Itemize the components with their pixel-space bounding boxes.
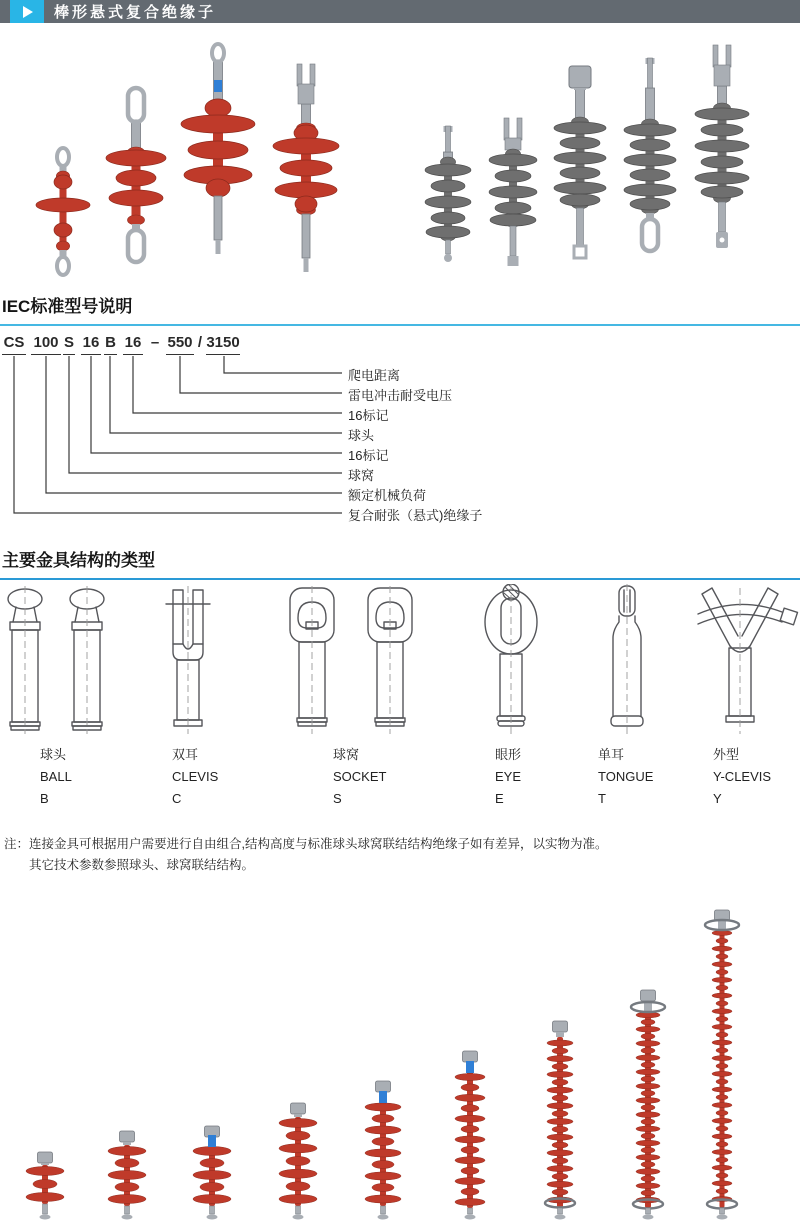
fitting-drawing-y-clevis — [698, 588, 798, 734]
fitting-cn: 双耳 — [172, 747, 199, 762]
note-prefix: 注： — [4, 837, 30, 851]
play-triangle-icon — [10, 0, 44, 23]
bottom-photos — [0, 903, 800, 1226]
fitting-cn: 球窝 — [333, 747, 360, 762]
fitting-cn: 眼形 — [495, 747, 522, 762]
model-label: 16标记 — [348, 408, 389, 423]
fitting-cn: 单耳 — [598, 747, 625, 762]
insulator-photo — [705, 910, 739, 1220]
model-label: 复合耐张（悬式)绝缘子 — [348, 508, 483, 523]
fittings-drawings — [0, 584, 800, 746]
model-label: 球窝 — [348, 468, 375, 483]
fitting-drawing-ball — [8, 586, 42, 734]
note — [4, 834, 784, 876]
fitting-en: Y-CLEVIS — [713, 769, 772, 784]
fitting-cn: 球头 — [40, 747, 67, 762]
insulator-photo — [554, 66, 606, 258]
page-title: 棒形悬式复合绝缘子 — [54, 4, 217, 21]
model-code-part: B — [104, 334, 117, 355]
model-code-part: 16 — [81, 334, 101, 355]
model-code-part: 16 — [123, 334, 143, 355]
fitting-code: Y — [713, 791, 722, 806]
insulator-photo — [193, 1126, 231, 1220]
insulator-photo — [455, 1051, 485, 1220]
insulator-photo — [545, 1021, 575, 1220]
fitting-code: B — [40, 791, 49, 806]
fitting-drawing-ball-view2 — [70, 586, 104, 734]
triangle-glyph — [23, 6, 33, 18]
insulator-photo — [279, 1103, 317, 1220]
fitting-label-tongue — [598, 744, 653, 810]
fitting-drawing-socket — [290, 586, 334, 734]
insulator-photo — [425, 126, 471, 262]
fitting-en: SOCKET — [333, 769, 387, 784]
model-breakdown — [0, 330, 800, 535]
model-label: 额定机械负荷 — [348, 488, 427, 503]
note-line-2: 其它技术参数参照球头、球窝联结结构。 — [29, 858, 255, 872]
fitting-code: S — [333, 791, 342, 806]
model-label: 球头 — [348, 428, 375, 443]
fitting-drawing-eye — [485, 584, 537, 734]
fitting-code: C — [172, 791, 182, 806]
fittings-labels — [0, 744, 800, 810]
fitting-en: EYE — [495, 769, 522, 784]
model-code-separator: – — [150, 334, 160, 351]
fitting-label-y-clevis — [713, 744, 771, 810]
fitting-drawing-clevis — [166, 586, 210, 734]
insulator-photo — [36, 148, 90, 275]
fitting-code: T — [598, 791, 606, 806]
section-title-fittings: 主要金具结构的类型 — [0, 546, 800, 580]
insulator-photo — [108, 1131, 146, 1220]
fitting-cn: 外型 — [713, 747, 740, 762]
model-label: 16标记 — [348, 448, 389, 463]
insulator-photo — [695, 45, 749, 248]
page-header — [0, 0, 800, 23]
fitting-label-socket — [333, 744, 386, 810]
model-code-part: 550 — [166, 334, 194, 355]
insulator-photo — [365, 1081, 401, 1220]
insulator-photo — [181, 44, 255, 254]
fitting-en: TONGUE — [598, 769, 654, 784]
insulator-photo — [489, 118, 537, 266]
fitting-drawing-socket-view2 — [368, 586, 412, 734]
insulator-photo — [624, 58, 676, 251]
model-label: 爬电距离 — [348, 368, 401, 383]
fitting-en: CLEVIS — [172, 769, 219, 784]
top-photos — [0, 30, 800, 290]
insulator-photo — [26, 1152, 64, 1220]
model-code-part: S — [63, 334, 75, 355]
insulator-photo — [106, 88, 166, 262]
fitting-label-eye — [495, 744, 521, 810]
fitting-drawing-tongue — [611, 584, 643, 734]
note-line-1: 连接金具可根据用户需要进行自由组合,结构高度与标准球头球窝联结结构绝缘子如有差异，以实物为准。 — [29, 837, 608, 851]
section-title-iec: IEC标准型号说明 — [0, 292, 800, 326]
fitting-code: E — [495, 791, 504, 806]
model-label: 雷电冲击耐受电压 — [348, 388, 453, 403]
fitting-label-clevis — [172, 744, 218, 810]
fitting-en: BALL — [40, 769, 72, 784]
model-code-separator: / — [197, 334, 203, 351]
fitting-label-ball — [40, 744, 72, 810]
model-code-part: 3150 — [206, 334, 240, 355]
model-code-part: CS — [2, 334, 26, 355]
insulator-photo — [631, 990, 665, 1220]
model-code-part: 100 — [31, 334, 61, 355]
note-lines — [29, 834, 607, 876]
insulator-photo — [273, 64, 339, 272]
